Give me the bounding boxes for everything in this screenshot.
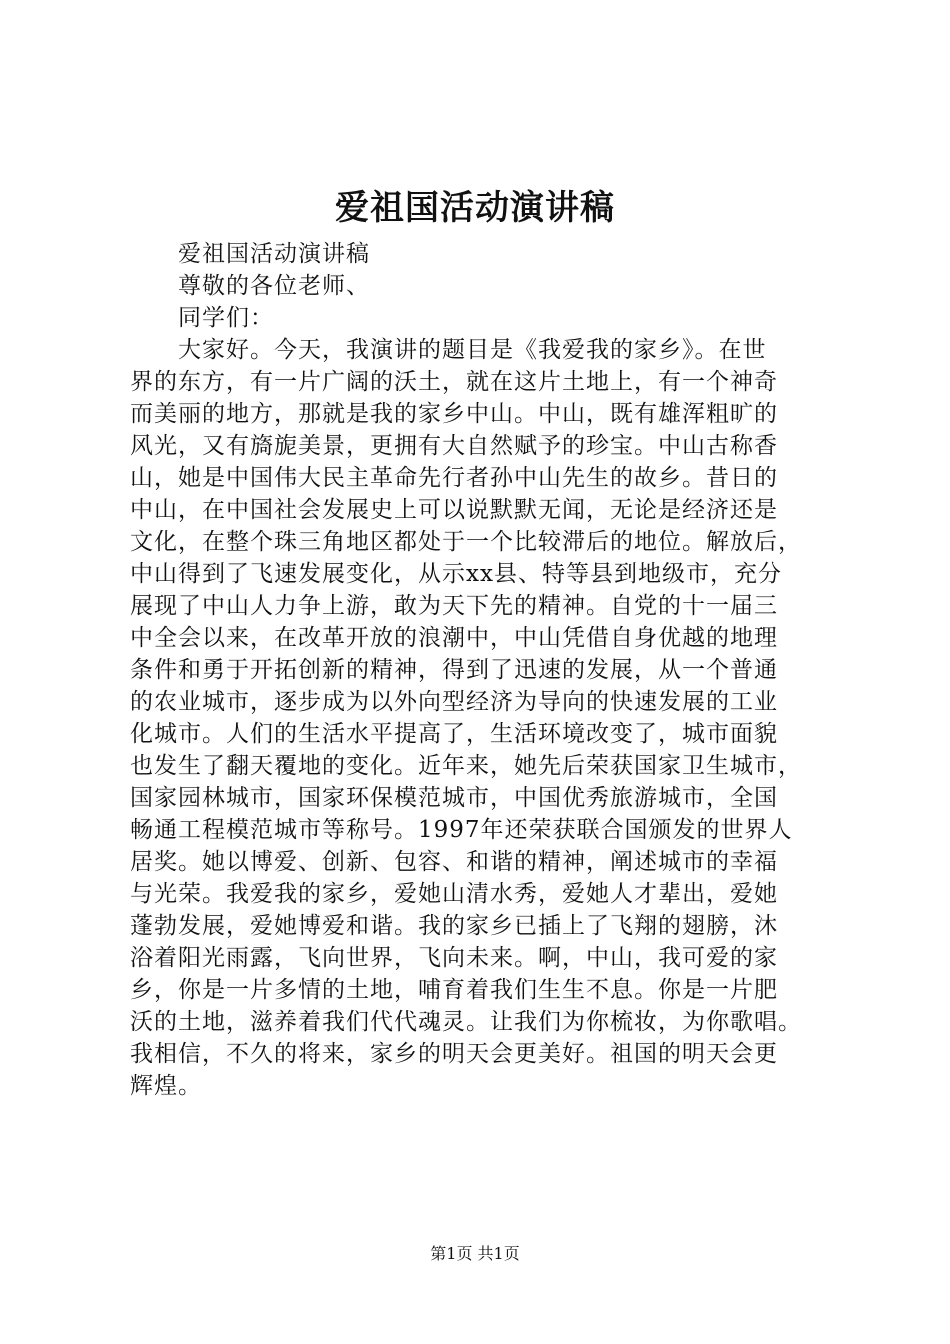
paragraph-line: 辉煌。 <box>130 1073 202 1099</box>
document-body <box>130 238 830 1102</box>
paragraph-line: 而美丽的地方，那就是我的家乡中山。中山，既有雄浑粗旷的 <box>130 401 778 427</box>
paragraph-line: 沃的土地，滋养着我们代代魂灵。让我们为你梳妆，为你歌唱。 <box>130 1009 802 1035</box>
paragraph-line: 化城市。人们的生活水平提高了，生活环境改变了，城市面貌 <box>130 721 778 747</box>
document-title: 爱祖国活动演讲稿 <box>335 188 615 228</box>
paragraph-line: 我相信，不久的将来，家乡的明天会更美好。祖国的明天会更 <box>130 1041 778 1067</box>
paragraph-line: 条件和勇于开拓创新的精神，得到了迅速的发展，从一个普通 <box>130 657 778 683</box>
paragraph-line: 浴着阳光雨露，飞向世界，飞向未来。啊，中山，我可爱的家 <box>130 945 778 971</box>
paragraph-line: 的农业城市，逐步成为以外向型经济为导向的快速发展的工业 <box>130 689 778 715</box>
paragraph-line: 中山得到了飞速发展变化，从示xx县、特等县到地级市，充分 <box>130 561 782 587</box>
page-footer: 第1页 共1页 <box>430 1244 520 1263</box>
paragraph-line: 居奖。她以博爱、创新、包容、和谐的精神，阐述城市的幸福 <box>130 849 778 875</box>
paragraph-line: 乡，你是一片多情的土地，哺育着我们生生不息。你是一片肥 <box>130 977 778 1003</box>
paragraph-line: 也发生了翻天覆地的变化。近年来，她先后荣获国家卫生城市， <box>130 753 802 779</box>
paragraph-line: 大家好。今天，我演讲的题目是《我爱我的家乡》。在世 <box>178 337 767 363</box>
paragraph-line: 山，她是中国伟大民主革命先行者孙中山先生的故乡。昔日的 <box>130 465 778 491</box>
paragraph-line: 畅通工程模范城市等称号。1997年还荣获联合国颁发的世界人 <box>130 817 793 843</box>
paragraph-line: 中全会以来，在改革开放的浪潮中，中山凭借自身优越的地理 <box>130 625 778 651</box>
salutation-line: 尊敬的各位老师、 <box>178 273 370 299</box>
paragraph-line: 与光荣。我爱我的家乡，爱她山清水秀，爱她人才辈出，爱她 <box>130 881 778 907</box>
paragraph-line: 蓬勃发展，爱她博爱和谐。我的家乡已插上了飞翔的翅膀，沐 <box>130 913 778 939</box>
heading-line: 爱祖国活动演讲稿 <box>178 241 370 267</box>
salutation-line: 同学们： <box>178 305 274 331</box>
paragraph-line: 界的东方，有一片广阔的沃土，就在这片土地上，有一个神奇 <box>130 369 778 395</box>
paragraph-line: 风光，又有旖旎美景，更拥有大自然赋予的珍宝。中山古称香 <box>130 433 778 459</box>
paragraph-line: 展现了中山人力争上游，敢为天下先的精神。自党的十一届三 <box>130 593 778 619</box>
paragraph-line: 文化，在整个珠三角地区都处于一个比较滞后的地位。解放后， <box>130 529 802 555</box>
paragraph-line: 国家园林城市，国家环保模范城市，中国优秀旅游城市，全国 <box>130 785 778 811</box>
paragraph-line: 中山，在中国社会发展史上可以说默默无闻，无论是经济还是 <box>130 497 778 523</box>
